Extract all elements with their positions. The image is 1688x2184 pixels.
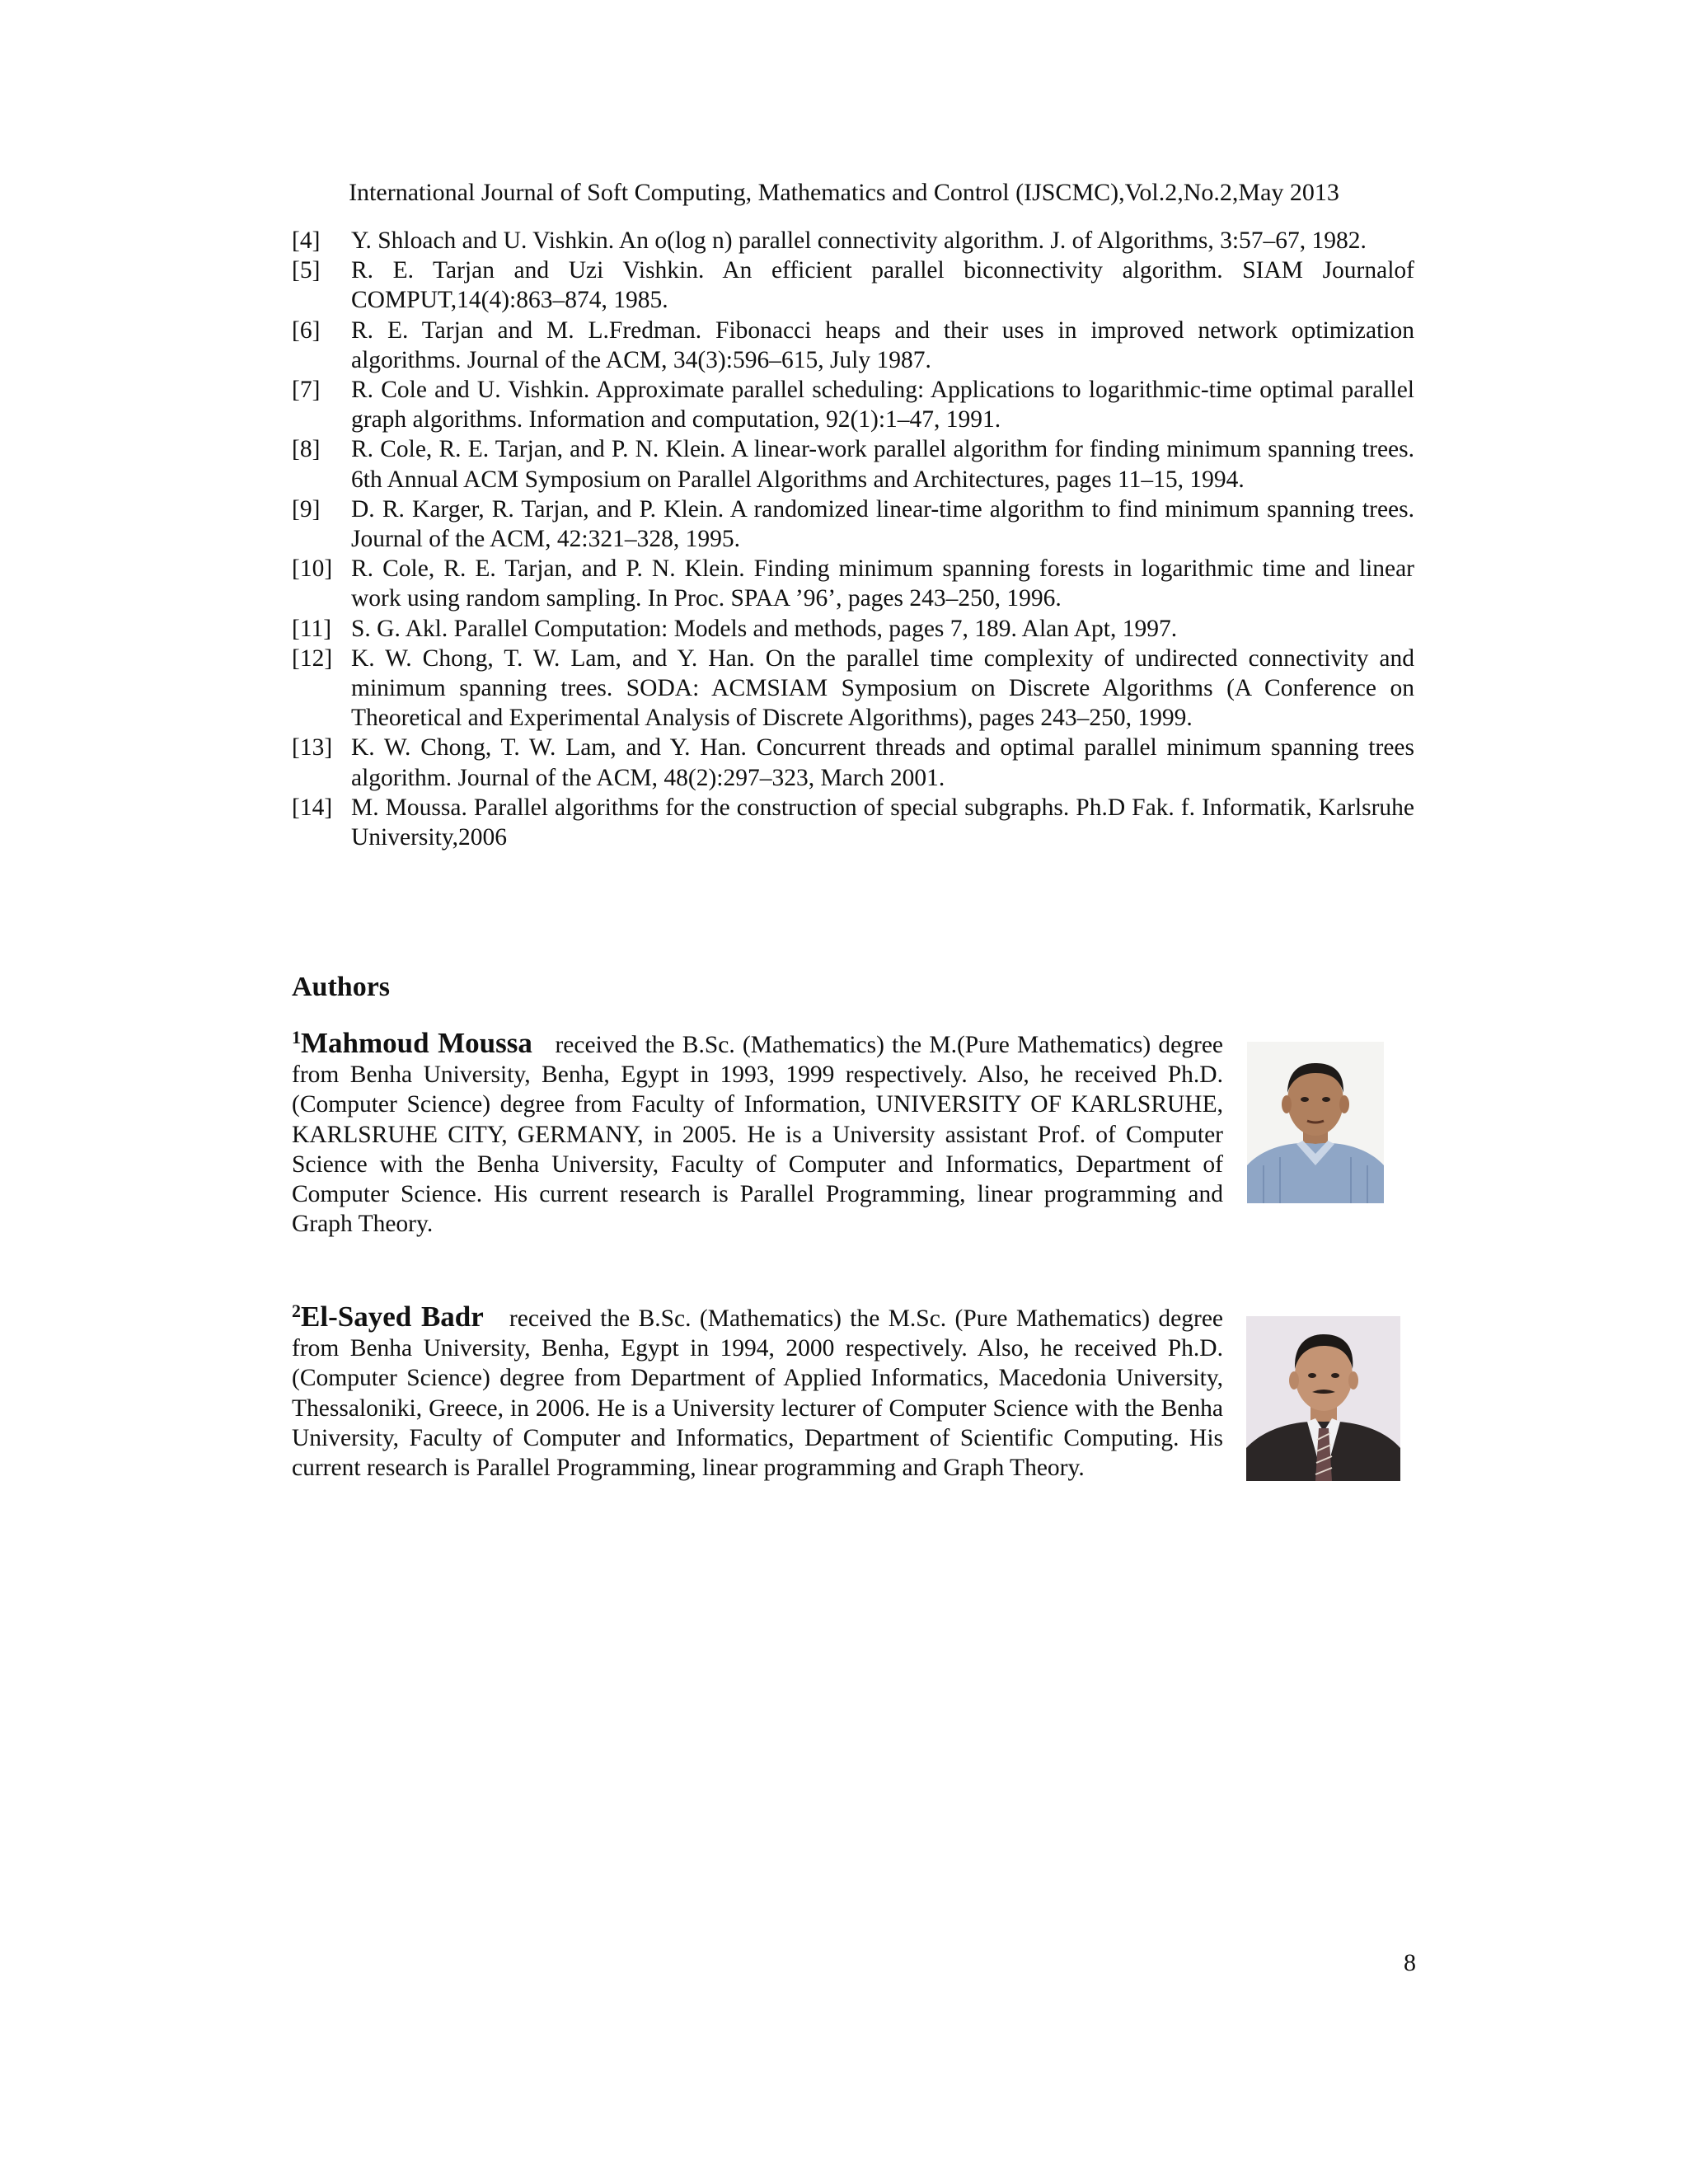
reference-item: [292, 644, 1414, 733]
page-number: 8: [1404, 1949, 1416, 1976]
reference-number: [7]: [292, 377, 321, 404]
reference-item: [292, 434, 1414, 494]
author-bio-text: received the B.Sc. (Mathematics) the M.(Pure Mathematics) degree from Benha University, Benha, Egypt in 1993, 1999 respectively. Also, he received Ph.D. (Computer Science) degree from Faculty of Information, UNIVERSITY OF KARLSRUHE, KARLSRUHE CITY, GERMANY, in 2005. He is a University assistant Prof. of Computer Science with the Benha University, Faculty of Computer and Informatics, Department of Computer Science. His current research is Parallel Programming, linear programming and Graph Theory.: [292, 1032, 1224, 1238]
reference-number: [10]: [292, 555, 333, 583]
reference-number: [12]: [292, 644, 333, 672]
reference-item: [292, 375, 1414, 434]
reference-text: Y. Shloach and U. Vishkin. An o(log n) parallel connectivity algorithm. J. of Algorithms, 3:57–67, 1982.: [351, 227, 1367, 254]
author-photo: [1246, 1316, 1400, 1481]
author-superscript: 2: [292, 1301, 301, 1322]
reference-number: [11]: [292, 615, 332, 642]
author-bio: [292, 1302, 1223, 1483]
reference-number: [13]: [292, 734, 333, 762]
reference-text: R. E. Tarjan and Uzi Vishkin. An efficient parallel biconnectivity algorithm. SIAM Journalof COMPUT,14(4):863–874, 1985.: [351, 257, 1414, 314]
authors-heading: Authors: [292, 972, 391, 1002]
reference-list: [292, 226, 1414, 852]
reference-text: R. Cole and U. Vishkin. Approximate parallel scheduling: Applications to logarithmic-time optimal parallel graph algorithms. Information and computation, 92(1):1–47, 1991.: [351, 377, 1414, 434]
reference-text: S. G. Akl. Parallel Computation: Models and methods, pages 7, 189. Alan Apt, 1997.: [351, 615, 1178, 642]
reference-number: [14]: [292, 794, 333, 821]
reference-number: [5]: [292, 257, 321, 284]
reference-text: K. W. Chong, T. W. Lam, and Y. Han. On the parallel time complexity of undirected connectivity and minimum spanning trees. SODA: ACMSIAM Symposium on Discrete Algorithms (A Conference on Theoretical and Experimental Analysis of Discrete Algorithms), pages 243–250, 1999.: [351, 644, 1414, 732]
reference-text: R. Cole, R. E. Tarjan, and P. N. Klein. A linear-work parallel algorithm for finding minimum spanning trees. 6th Annual ACM Symposium on Parallel Algorithms and Architectures, pages 11–15, 1994.: [351, 436, 1414, 493]
reference-number: [9]: [292, 495, 321, 523]
reference-item: [292, 554, 1414, 613]
reference-item: [292, 793, 1414, 852]
reference-item: [292, 494, 1414, 554]
reference-number: [6]: [292, 316, 321, 344]
reference-item: [292, 316, 1414, 375]
reference-text: R. Cole, R. E. Tarjan, and P. N. Klein. Finding minimum spanning forests in logarithmic time and linear work using random sampling. In Proc. SPAA ’96’, pages 243–250, 1996.: [351, 555, 1414, 612]
reference-number: [8]: [292, 436, 321, 463]
author-name: Mahmoud Moussa: [301, 1027, 532, 1059]
reference-text: M. Moussa. Parallel algorithms for the construction of special subgraphs. Ph.D Fak. f. Informatik, Karlsruhe University,2006: [351, 794, 1414, 851]
author-bio: [292, 1029, 1223, 1239]
reference-item: [292, 255, 1414, 315]
reference-item: [292, 733, 1414, 792]
author-name: El-Sayed Badr: [301, 1301, 484, 1333]
reference-text: K. W. Chong, T. W. Lam, and Y. Han. Concurrent threads and optimal parallel minimum spanning trees algorithm. Journal of the ACM, 48(2):297–323, March 2001.: [351, 734, 1414, 791]
reference-text: R. E. Tarjan and M. L.Fredman. Fibonacci heaps and their uses in improved network optimization algorithms. Journal of the ACM, 34(3):596–615, July 1987.: [351, 316, 1414, 373]
author-bio-text: received the B.Sc. (Mathematics) the M.Sc. (Pure Mathematics) degree from Benha University, Benha, Egypt in 1994, 2000 respectively. Also, he received Ph.D. (Computer Science) degree from Department of Applied Informatics, Macedonia University, Thessaloniki, Greece, in 2006. He is a University lecturer of Computer Science with the Benha University, Faculty of Computer and Informatics, Department of Scientific Computing. His current research is Parallel Programming, linear programming and Graph Theory.: [292, 1305, 1224, 1482]
running-header: International Journal of Soft Computing, Mathematics and Control (IJSCMC),Vol.2,No.2,May 2013: [349, 179, 1339, 206]
author-superscript: 1: [292, 1027, 301, 1048]
reference-number: [4]: [292, 227, 321, 254]
reference-item: [292, 226, 1414, 255]
reference-item: [292, 614, 1414, 644]
reference-text: D. R. Karger, R. Tarjan, and P. Klein. A randomized linear-time algorithm to find minimum spanning trees. Journal of the ACM, 42:321–328, 1995.: [351, 495, 1414, 553]
author-photo: [1247, 1042, 1384, 1203]
